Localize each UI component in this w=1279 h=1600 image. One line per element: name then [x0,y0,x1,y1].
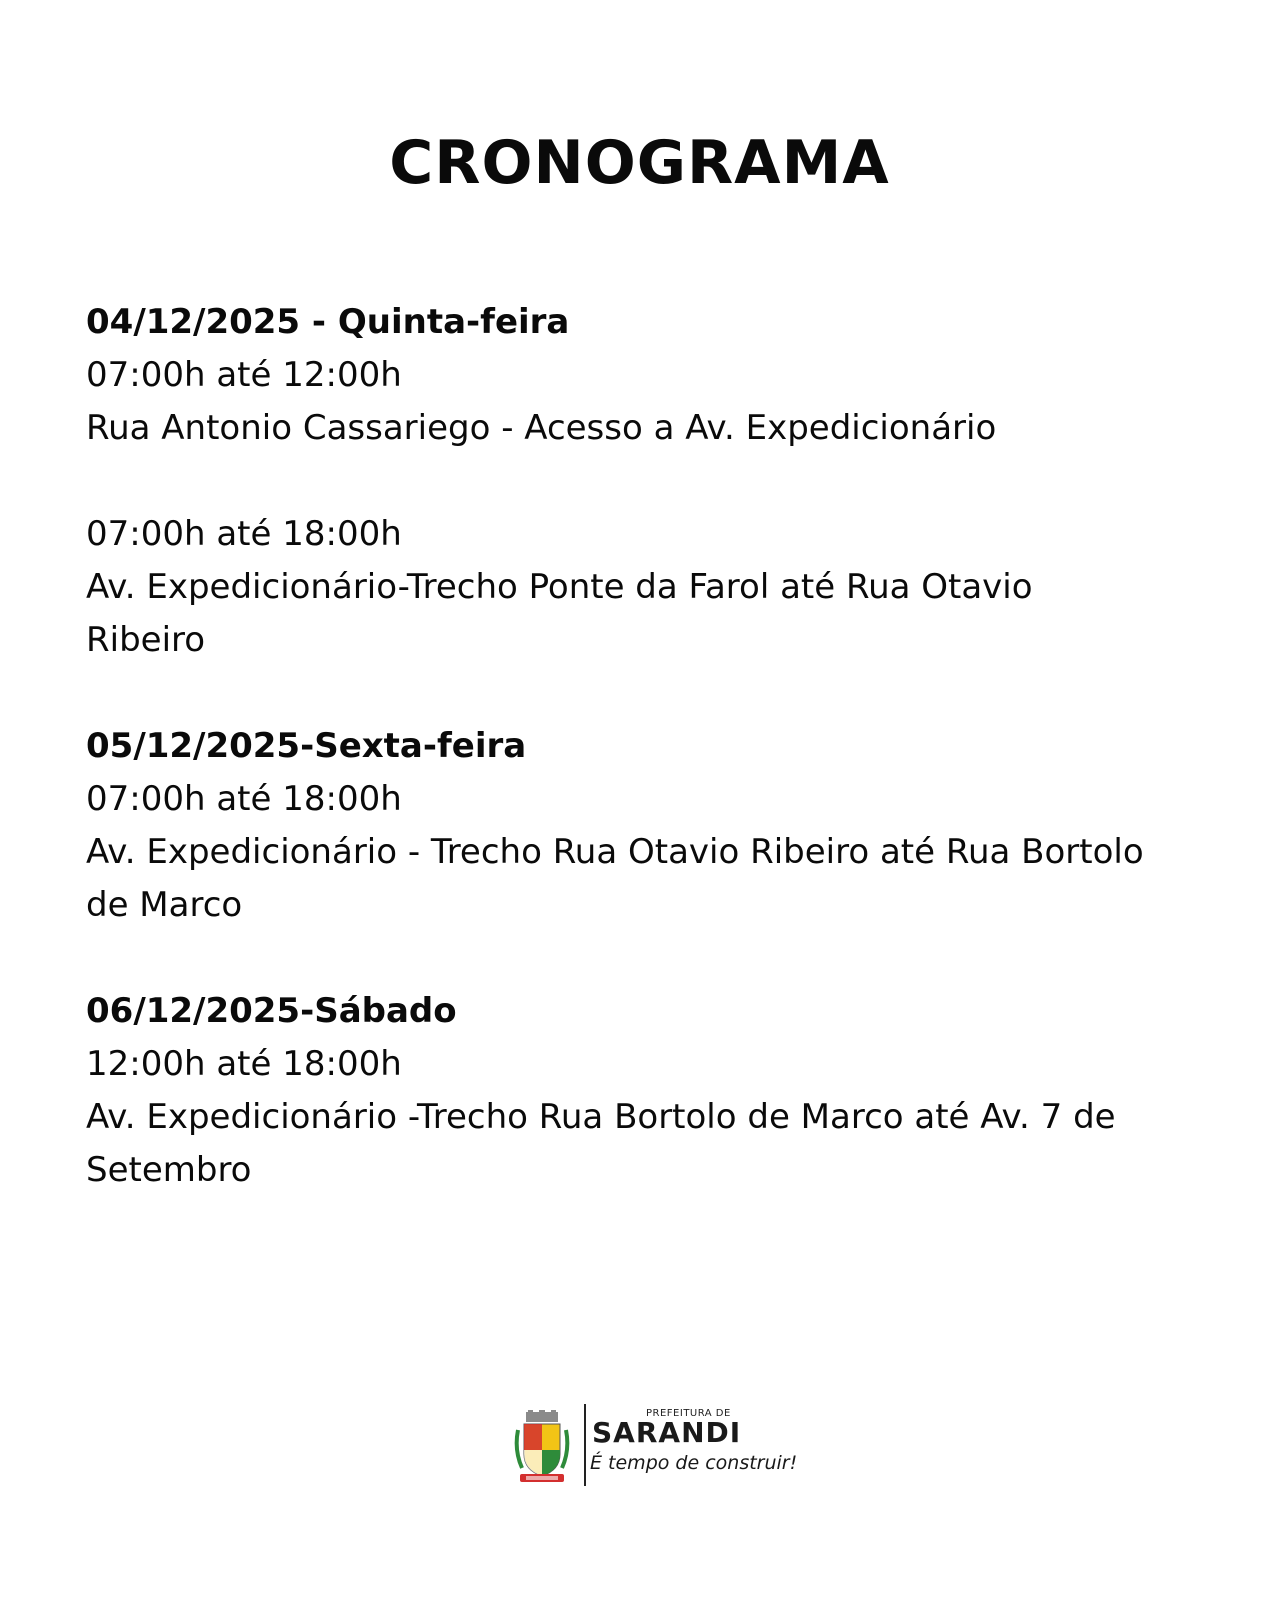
day-heading: 05/12/2025-Sexta-feira [86,726,527,766]
slot-location: Av. Expedicionário - Trecho Rua Otavio Ribeiro até Rua Bortolo [86,832,1144,872]
schedule-list [86,296,1236,1250]
slot-location: Av. Expedicionário -Trecho Rua Bortolo de Marco até Av. 7 de [86,1097,1116,1137]
schedule-day [86,720,1236,932]
day-heading: 04/12/2025 - Quinta-feira [86,302,570,342]
logo-city-name: SARANDI [592,1416,742,1449]
time-slot [86,508,1236,667]
slot-time: 07:00h até 12:00h [86,355,402,395]
time-slot [86,349,1236,455]
day-heading: 06/12/2025-Sábado [86,991,457,1031]
slot-location: Ribeiro [86,620,206,660]
municipal-crest-icon [514,1410,570,1488]
logo-prefix: PREFEITURA DE [646,1408,731,1419]
slot-time: 07:00h até 18:00h [86,514,402,554]
page-title: CRONOGRAMA [389,128,890,198]
schedule-day [86,296,1236,667]
slot-time: 12:00h até 18:00h [86,1044,402,1084]
logo-slogan: É tempo de construir! [590,1452,798,1474]
slot-location: Setembro [86,1150,252,1190]
time-slot [86,773,1236,932]
footer-logo [510,1400,800,1490]
slot-location: de Marco [86,885,243,925]
schedule-day [86,985,1236,1197]
slot-location: Av. Expedicionário-Trecho Ponte da Farol até Rua Otavio [86,567,1033,607]
slot-time: 07:00h até 18:00h [86,779,402,819]
time-slot [86,1038,1236,1197]
slot-location: Rua Antonio Cassariego - Acesso a Av. Expedicionário [86,408,997,448]
logo-divider [584,1404,586,1486]
